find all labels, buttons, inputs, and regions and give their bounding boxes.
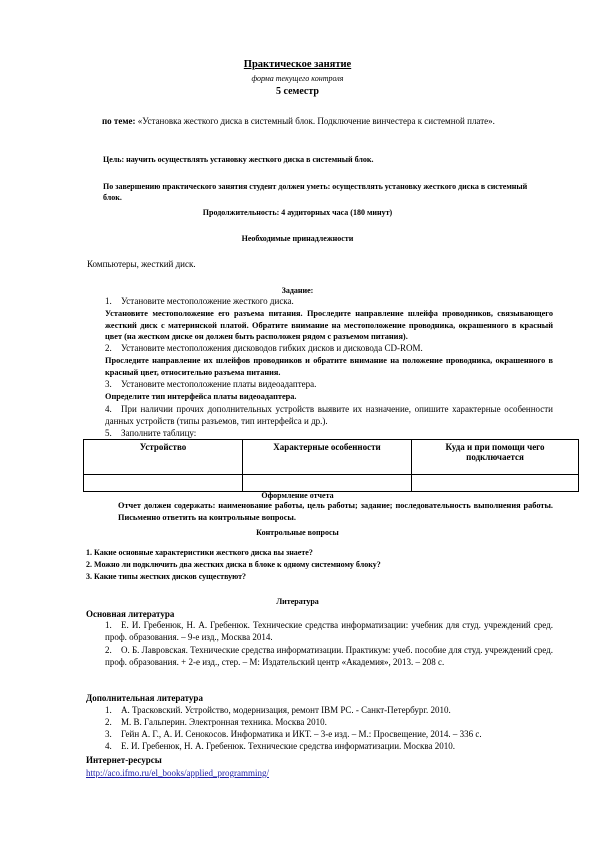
question-item-3: 3. Какие типы жестких дисков существуют?	[86, 572, 247, 581]
table-cell[interactable]	[243, 475, 412, 492]
goal-text: Цель: научить осуществлять установку жесткого диска в системный блок.	[103, 155, 374, 164]
topic-line	[102, 115, 572, 127]
task-note-2: Проследите направление их шлейфов проводников и обратите внимание на положение проводника, окрашенного в красный цвет, относительно разъема питания.	[105, 356, 553, 377]
task-heading: Задание:	[281, 286, 314, 295]
question-item-1: 1. Какие основные характеристики жесткого диска вы знаете?	[86, 548, 313, 557]
literature-heading: Литература	[276, 597, 319, 606]
report-text: Отчет должен содержать: наименование работы, цель работы; задание; последовательность выполнения работы. Письменно ответить на контрольные вопросы.	[118, 501, 553, 522]
task-item-5: 5. Заполните таблицу:	[105, 428, 197, 438]
internet-resource-link[interactable]: http://aco.ifmo.ru/el_books/applied_programming/	[86, 768, 269, 778]
equipment-text: Компьютеры, жесткий диск.	[87, 259, 196, 269]
topic-label: по теме:	[102, 116, 136, 126]
extra-literature-item-2: 2. М. В. Гальперин. Электронная техника. Москва 2010.	[105, 717, 327, 727]
table-cell[interactable]	[412, 475, 579, 492]
table-header-connection: Куда и при помощи чего подключается	[412, 440, 579, 475]
extra-literature-heading: Дополнительная литература	[86, 693, 203, 703]
table-cell[interactable]	[84, 475, 243, 492]
equipment-heading: Необходимые принадлежности	[241, 234, 354, 243]
question-item-2: 2. Можно ли подключить два жестких диска в блоке к одному системному блоку?	[86, 560, 381, 569]
page-title: Практическое занятие	[243, 59, 352, 70]
semester-label: 5 семестр	[276, 86, 319, 97]
task-item-4: 4. При наличии прочих дополнительных устройств выявите их назначение, опишите характерные особенности данных устройств (типы разъемов, тип интерфейса и др.).	[105, 404, 553, 426]
report-heading: Оформление отчета	[261, 491, 334, 500]
table-header-features: Характерные особенности	[243, 440, 412, 475]
outcome-text: По завершению практического занятия студент должен уметь: осуществлять установку жесткого диска в системный блок.	[103, 182, 528, 202]
task-item-3: 3. Установите местоположение платы видеоадаптера.	[105, 379, 317, 389]
task-note-1: Установите местоположение его разъема питания. Проследите направление шлейфа проводников, связывающего жесткий диск с материнской платой. Обратите внимание на местоположение проводника, окрашенного в красный цвет (на жестком диске он должен быть расположен рядом с разъемом питания).	[105, 309, 553, 341]
table-header-device: Устройство	[84, 440, 243, 475]
table-header-row	[84, 440, 579, 475]
questions-heading: Контрольные вопросы	[256, 528, 339, 537]
topic-text: «Установка жесткого диска в системный блок. Подключение винчестера к системной плате».	[137, 116, 495, 126]
duration-text: Продолжительность: 4 аудиторных часа (180 минут)	[202, 208, 393, 217]
device-table	[83, 439, 579, 492]
internet-resources-heading: Интернет-ресурсы	[86, 755, 162, 765]
extra-literature-item-3: 3. Гейн А. Г., А. И. Сенокосов. Информатика и ИКТ. – 3-е изд. – М.: Просвещение, 2014. – 336 с.	[105, 729, 482, 739]
extra-literature-item-4: 4. Е. И. Гребенюк, Н. А. Гребенюк. Технические средства информатизации. Москва 2010.	[105, 741, 456, 751]
task-item-1: 1. Установите местоположение жесткого диска.	[105, 296, 294, 306]
task-note-3: Определите тип интерфейса платы видеоадаптера.	[105, 392, 297, 401]
main-literature-item-1: 1. Е. И. Гребенюк, Н. А. Гребенюк. Технические средства информатизации: учебник для студ. учреждений сред. проф. образования. – 9-е изд., Москва 2014.	[105, 620, 553, 642]
extra-literature-item-1: 1. А. Трасковский. Устройство, модернизация, ремонт IBM PC. - Санкт-Петербург. 2010.	[105, 705, 451, 715]
table-row	[84, 475, 579, 492]
main-literature-heading: Основная литература	[86, 609, 175, 619]
task-item-2: 2. Установите местоположения дисководов гибких дисков и дисковода CD-ROM.	[105, 343, 423, 353]
page-subtitle: форма текущего контроля	[251, 74, 344, 83]
main-literature-item-2: 2. О. Б. Лавровская. Технические средства информатизации. Практикум: учеб. пособие для студ. учреждений сред. проф. образования. + 2-е изд., стер. – М: Издательский центр «Академия», 2013. – 208 с.	[105, 645, 553, 667]
